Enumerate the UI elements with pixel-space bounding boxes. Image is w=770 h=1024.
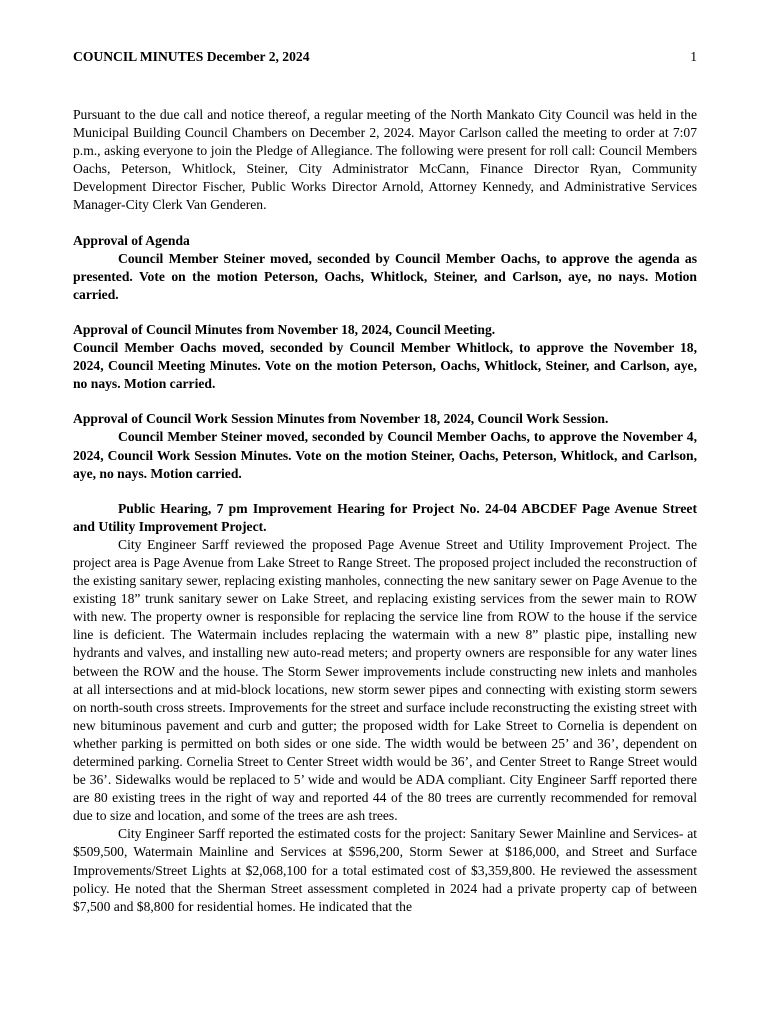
- hearing-costs-paragraph: City Engineer Sarff reported the estimated costs for the project: Sanitary Sewer Mainline and Services- at $509,500, Watermain Mainline and Services at $596,200, Storm Sewer at $186,000, and Street and Surface Improvements/Street Lights at $2,068,100 for a total estimated cost of $3,359,800. He reviewed the assessment policy. He noted that the Sherman Street assessment completed in 2024 had a private property cap of between $7,500 and $8,800 for residential homes. He indicated that the: [73, 826, 697, 914]
- paragraph-gap: [73, 393, 697, 410]
- agenda-motion: Council Member Steiner moved, seconded by Council Member Oachs, to approve the agenda as presented. Vote on the motion Peterson, Oachs, Whitlock, Steiner, and Carlson, aye, no nays. Motion carried.: [73, 250, 697, 302]
- minutes-motion: Council Member Oachs moved, seconded by Council Member Whitlock, to approve the November 18, 2024, Council Meeting Minutes. Vote on the motion Peterson, Oachs, Whitlock, Steiner, and Carlson, aye, no nays. Motion carried.: [73, 340, 697, 392]
- page-number: 1: [690, 49, 697, 64]
- document-title: COUNCIL MINUTES December 2, 2024: [73, 49, 310, 64]
- hearing-paragraph: City Engineer Sarff reviewed the proposed Page Avenue Street and Utility Improvement Project. The project area is Page Avenue from Lake Street to Range Street. The proposed project included the reconstruction of the existing sanitary sewer, replacing existing manholes, connecting the new sanitary sewer on Page Avenue to the existing 18” trunk sanitary sewer on Lake Street, and replacing existing services from the sewer main to ROW with new. The property owner is responsible for replacing the service line from ROW to the house if the service line is deficient. The Watermain includes replacing the watermain with a new 8” plastic pipe, installing new hydrants and valves, and installing new auto-read meters; and property owners are responsible for any water lines between the ROW and the house. The Storm Sewer improvements include constructing new inlets and manholes at all intersections and at mid-block locations, new storm sewer pipes and connecting with existing storm sewers on north-south cross streets. Improvements for the street and surface include reconstructing the existing street with new bituminous pavement and curb and gutter; the proposed width for Lake Street to Cornelia is dependent on whether parking is permitted on both sides or one side. The width would be between 25’ and 36’, dependent on determined parking. Cornelia Street to Center Street width would be 36’, and Center Street to Range Street would be 36’. Sidewalks would be replaced to 5’ wide and would be ADA compliant. City Engineer Sarff reported there are 80 existing trees in the right of way and reported 44 of the 80 trees are currently recommended for removal due to size and location, and some of the trees are ash trees.: [73, 536, 697, 824]
- agenda-heading: Approval of Agenda: [73, 232, 190, 248]
- work-session-motion: Council Member Steiner moved, seconded by Council Member Oachs, to approve the November 4, 2024, Council Work Session Minutes. Vote on the motion Steiner, Oachs, Peterson, Whitlock, and Carlson, aye, no nays. Motion carried.: [73, 429, 697, 481]
- paragraph-gap: [73, 215, 697, 232]
- minutes-heading: Approval of Council Minutes from November 18, 2024, Council Meeting.: [73, 321, 496, 337]
- document-body: [73, 106, 697, 916]
- hearing-heading: Public Hearing, 7 pm Improvement Hearing for Project No. 24-04 ABCDEF Page Avenue Street and Utility Improvement Project.: [73, 500, 697, 534]
- page-header: [73, 48, 697, 66]
- intro-paragraph: Pursuant to the due call and notice thereof, a regular meeting of the North Mankato City Council was held in the Municipal Building Council Chambers on December 2, 2024. Mayor Carlson called the meeting to order at 7:07 p.m., asking everyone to join the Pledge of Allegiance. The following were present for roll call: Council Members Oachs, Peterson, Whitlock, Steiner, City Administrator McCann, Finance Director Ryan, Community Development Director Fischer, Public Works Director Arnold, Attorney Kennedy, and Administrative Services Manager-City Clerk Van Genderen.: [73, 107, 697, 213]
- paragraph-gap: [73, 483, 697, 500]
- work-session-heading: Approval of Council Work Session Minutes from November 18, 2024, Council Work Session.: [73, 411, 609, 427]
- paragraph-gap: [73, 304, 697, 321]
